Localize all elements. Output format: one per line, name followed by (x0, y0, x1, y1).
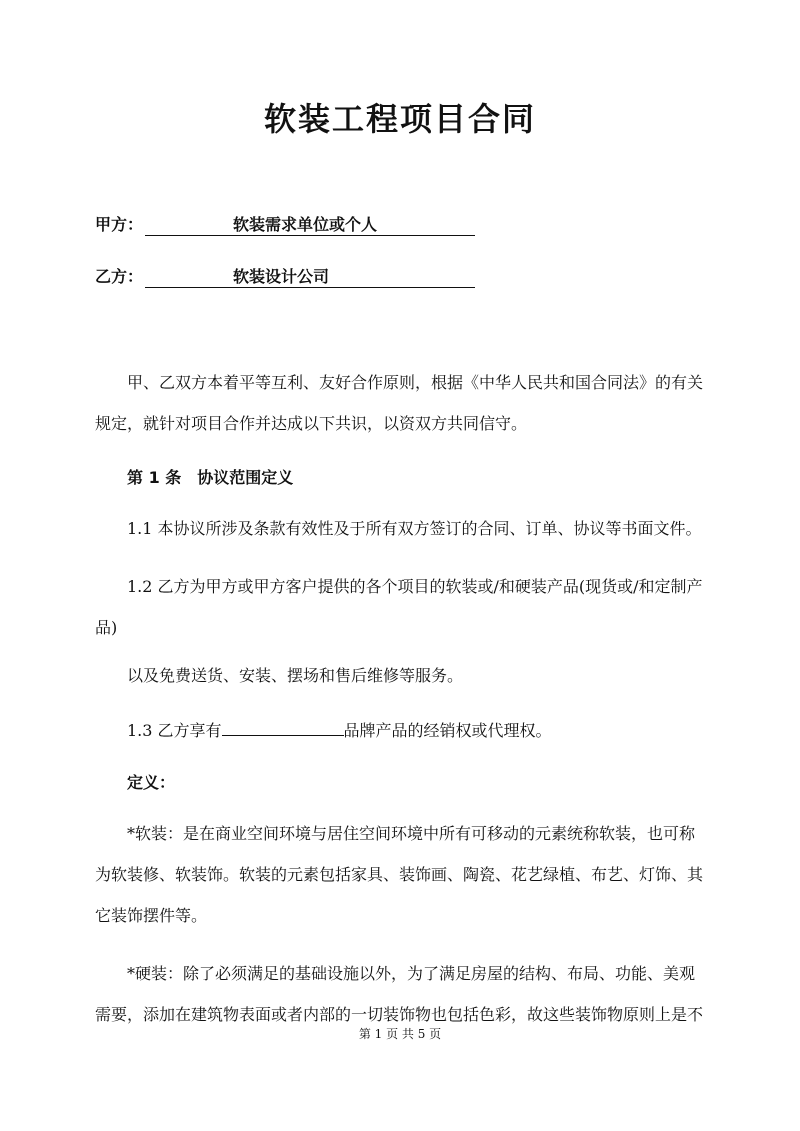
party-a-line (95, 212, 475, 236)
definition-hard-decoration: *硬装：除了必须满足的基础设施以外，为了满足房屋的结构、布局、功能、美观需要，添加在建筑物表面或者内部的一切装饰物也包括色彩，故这些装饰物原则上是不 (95, 964, 704, 1024)
clause-1-3-prefix: 1.3 乙方享有 (127, 721, 222, 740)
brand-blank-line (222, 719, 344, 736)
clause-1-1: 1.1 本协议所涉及条款有效性及于所有双方签订的合同、订单、协议等书面文件。 (127, 519, 702, 538)
party-b-line (95, 264, 475, 288)
page-footer: 第 1 页 共 5 页 (358, 1027, 442, 1041)
clause-1-3-suffix: 品牌产品的经销权或代理权。 (343, 721, 552, 740)
article-1-heading: 第 1 条 协议范围定义 (127, 468, 294, 487)
document-title: 软装工程项目合同 (263, 100, 536, 138)
definition-soft-furnishing: *软装：是在商业空间环境与居住空间环境中所有可移动的元素统称软装，也可称为软装修、软装饰。软装的元素包括家具、装饰画、陶瓷、花艺绿植、布艺、灯饰、其它装饰摆件等。 (95, 824, 704, 925)
clause-1-3 (95, 710, 710, 751)
party-b-label: 乙方： (95, 267, 144, 286)
definitions-heading: 定义： (127, 773, 176, 792)
clause-1-2: 1.2 乙方为甲方或甲方客户提供的各个项目的软装或/和硬装产品(现货或/和定制产品) (95, 577, 703, 637)
party-a-label: 甲方： (95, 215, 144, 234)
party-a-value: 软装需求单位或个人 (145, 212, 475, 236)
preamble-paragraph: 甲、乙双方本着平等互利、友好合作原则，根据《中华人民共和国合同法》的有关规定，就针对项目合作并达成以下共识，以资双方共同信守。 (95, 373, 704, 433)
clause-1-2-continued: 以及免费送货、安装、摆场和售后维修等服务。 (127, 666, 464, 685)
party-b-value: 软装设计公司 (145, 264, 475, 288)
